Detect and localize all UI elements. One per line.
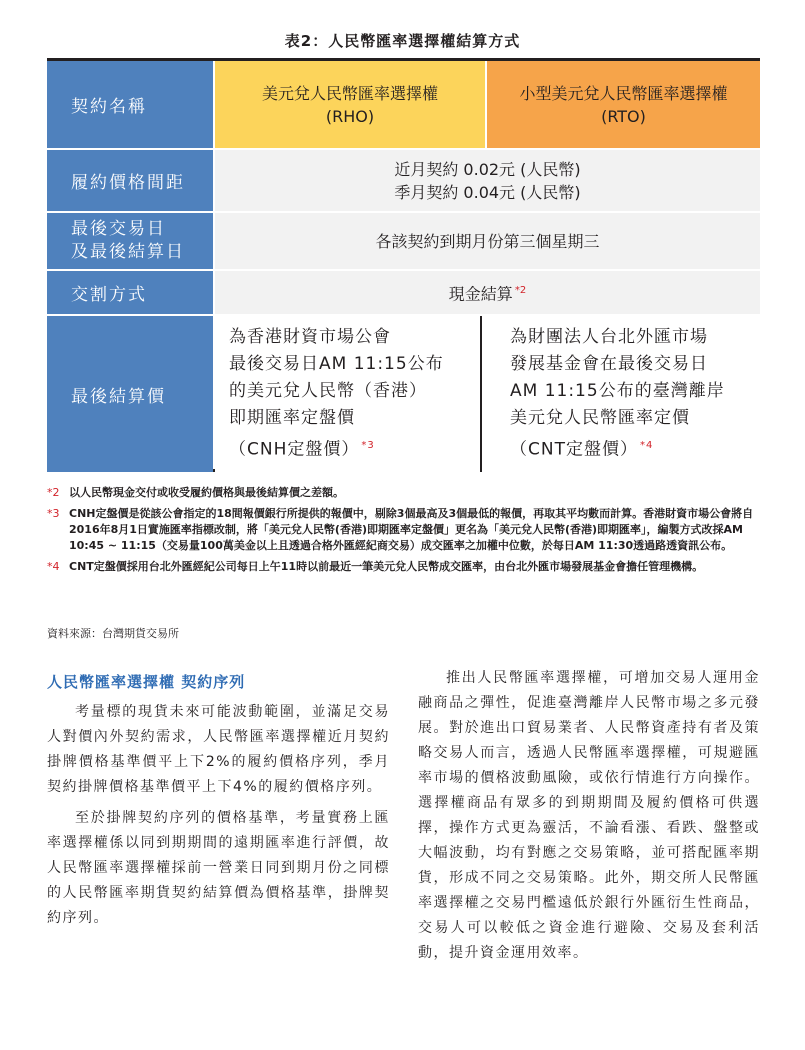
rto-settlement-line: 美元兌人民幣匯率定價: [510, 408, 690, 429]
paragraph: 推出人民幣匯率選擇權，可增加交易人運用金融商品之彈性，促進臺灣離岸人民幣市場之多元發展。對於進出口貿易業者、人民幣資產持有者及策略交易人而言，透過人民幣匯率選擇權，可規避匯率市場的價格波動風險，或依行情進行方向操作。選擇權商品有眾多的到期期間及履約價格可供選擇，操作方式更為靈活，不論看漲、看跌、盤整或大幅波動，均有對應之交易策略，並可搭配匯率期貨，形成不同之交易策略。此外，期交所人民幣匯率選擇權之交易門檻遠低於銀行外匯衍生性商品，交易人可以較低之資金進行避險、交易及套利活動，提升資金運用效率。: [418, 670, 760, 961]
rto-settlement-line: 發展基金會在最後交易日: [510, 354, 708, 375]
source-credit: 資料來源：台灣期貨交易所: [47, 627, 179, 640]
rto-settlement-cell: [482, 316, 760, 472]
strike-interval-label: 履約價格間距: [71, 173, 185, 193]
footnote: [47, 559, 760, 575]
footnote-mark: *2: [47, 486, 60, 499]
table-title: 表2：人民幣匯率選擇權結算方式: [284, 32, 521, 50]
rho-settlement-line: 的美元兌人民幣（香港）: [229, 381, 427, 402]
rto-settlement-line: （CNT定盤價）: [510, 439, 638, 460]
section-title: 人民幣匯率選擇權 契約序列: [47, 673, 246, 691]
final-settlement-label: 最後結算價: [71, 386, 166, 407]
strike-interval-cell: [215, 150, 760, 211]
settlement-table: [47, 58, 760, 472]
rho-settlement-line: 最後交易日AM 11:15公布: [229, 354, 444, 375]
rto-settlement-line: AM 11:15公布的臺灣離岸: [510, 381, 725, 402]
rho-settlement-line: 即期匯率定盤價: [229, 408, 355, 429]
rho-header-cell: [215, 61, 485, 148]
delivery-label: 交割方式: [71, 285, 147, 305]
rho-settlement-line: （CNH定盤價）: [229, 439, 360, 460]
strike-quarter-month: 季月契約 0.04元 (人民幣): [394, 182, 581, 202]
last-day-label-1: 最後交易日: [71, 219, 166, 239]
delivery-note-mark: *2: [514, 285, 527, 297]
rto-name: 小型美元兌人民幣匯率選擇權: [519, 83, 728, 103]
rto-code: (RTO): [601, 106, 646, 126]
row-label-contract-name: [47, 61, 213, 148]
last-day-label-2: 及最後結算日: [71, 242, 185, 262]
delivery-value: 現金結算: [448, 284, 513, 304]
row-label-final-settlement: [47, 316, 213, 472]
row-label-strike-interval: [47, 150, 213, 211]
footnote-mark: *4: [47, 560, 60, 573]
contract-name-label: 契約名稱: [71, 97, 147, 117]
row-label-last-trading-day: [47, 213, 213, 269]
row-label-delivery: [47, 271, 213, 314]
rho-code: (RHO): [325, 106, 375, 126]
footnote-text: 以人民幣現金交付或收受履約價格與最後結算價之差額。: [69, 486, 344, 499]
last-trading-day-cell: [215, 213, 760, 269]
rho-settlement-cell: [215, 316, 480, 472]
footnote: [47, 506, 760, 554]
last-trading-day-value: 各該契約到期月份第三個星期三: [375, 231, 600, 251]
rho-name: 美元兌人民幣匯率選擇權: [261, 83, 438, 103]
strike-near-month: 近月契約 0.02元 (人民幣): [394, 159, 581, 179]
delivery-cell: [215, 271, 760, 314]
rho-settlement-line: 為香港財資市場公會: [229, 327, 391, 348]
footnote: [47, 485, 760, 501]
footnote-text: CNT定盤價採用台北外匯經紀公司每日上午11時以前最近一筆美元兌人民幣成交匯率，由台北外匯市場發展基金會擔任管理機構。: [69, 560, 704, 573]
footnotes: [47, 485, 760, 580]
rto-note-mark: *4: [639, 440, 654, 452]
rho-note-mark: *3: [361, 440, 375, 452]
footnote-text: CNH定盤價是從該公會指定的18間報價銀行所提供的報價中，剔除3個最高及3個最低的報價，再取其平均數而計算。香港財資市場公會將自2016年8月1日實施匯率指標改制，將「美元兌人民幣(香港)即期匯率定盤價」更名為「美元兌人民幣(香港)即期匯率」，編製方式改採AM 10:45 ~ 11:15（交易量100萬美金以上且透過合格外匯經紀商交易）成交匯率之加權中位數，於每日AM 11:30透過路透資訊公布。: [69, 507, 754, 552]
rto-settlement-line: 為財團法人台北外匯市場: [510, 327, 708, 348]
rto-header-cell: [487, 61, 760, 148]
paragraph: 考量標的現貨未來可能波動範圍，並滿足交易人對價內外契約需求，人民幣匯率選擇權近月契約掛牌價格基準價平上下2%的履約價格序列，季月契約掛牌價格基準價平上下4%的履約價格序列。: [47, 704, 390, 795]
article-right-column: [418, 666, 760, 966]
paragraph: 至於掛牌契約序列的價格基準，考量實務上匯率選擇權係以同到期期間的遠期匯率進行評價，故人民幣匯率選擇權採前一營業日同到期月份之同標的人民幣匯率期貨契約結算價為價格基準，掛牌契約序列。: [47, 810, 390, 926]
article-left-column: [47, 670, 390, 931]
footnote-mark: *3: [47, 507, 60, 520]
